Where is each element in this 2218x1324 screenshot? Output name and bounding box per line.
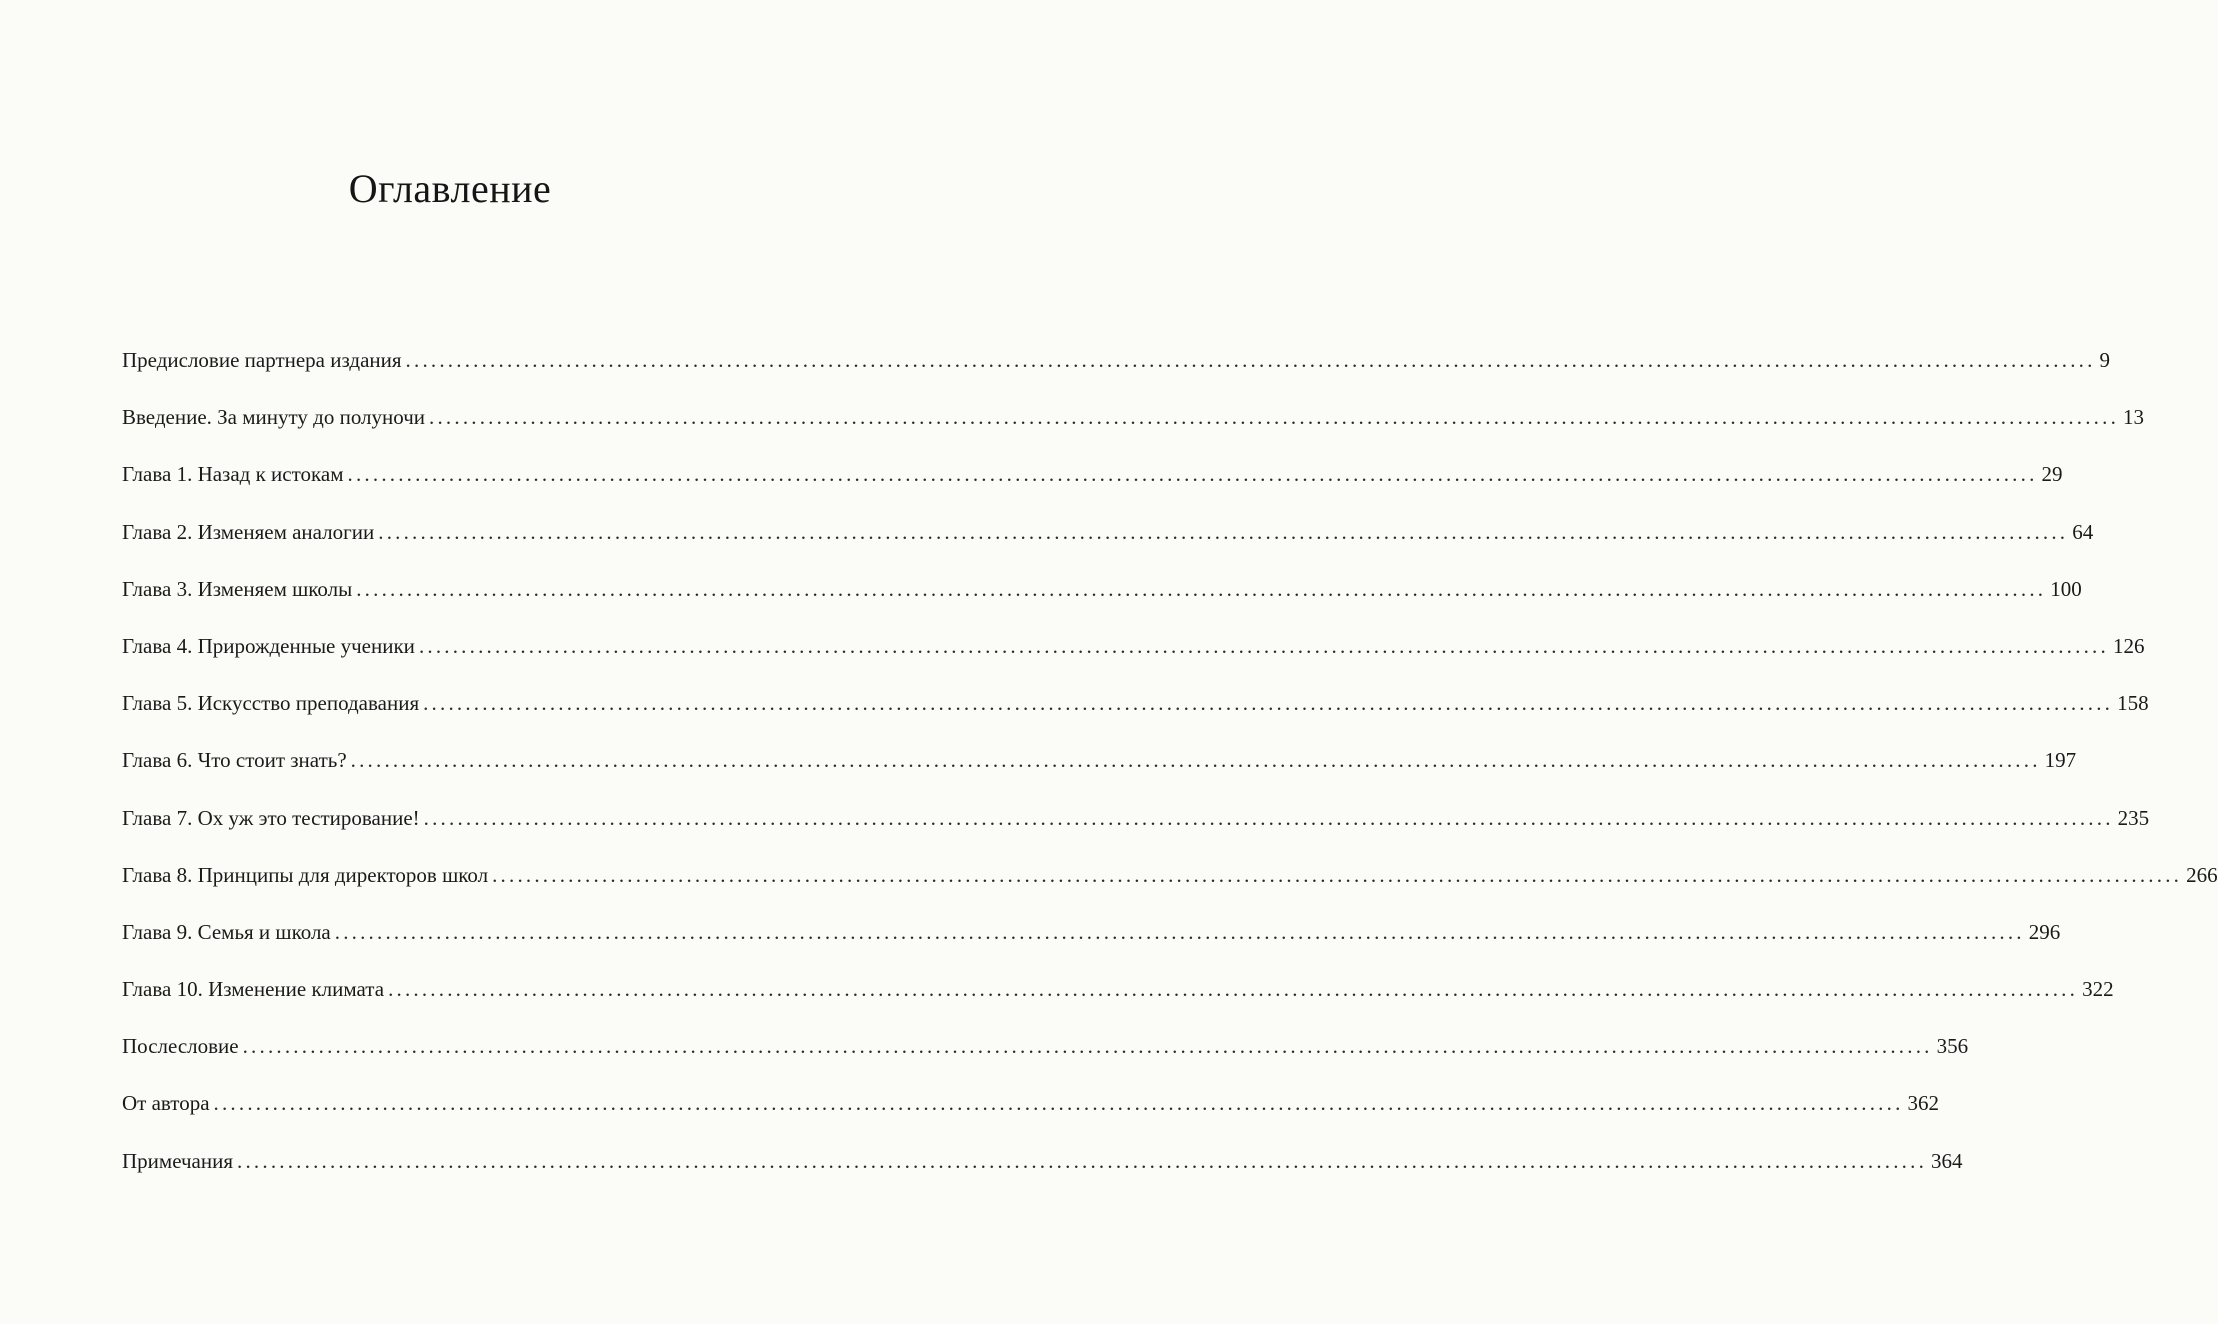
toc-entry-label: Глава 2. Изменяем аналогии xyxy=(122,519,375,544)
toc-entry-page: 9 xyxy=(2099,348,2111,372)
toc-leader-dots: ........................................................................................................................................................................................................ xyxy=(388,977,2079,1002)
toc-entry[interactable] xyxy=(122,675,2149,732)
toc-entry[interactable] xyxy=(122,904,2061,961)
toc-entry[interactable] xyxy=(122,618,2145,675)
page-title: Оглавление xyxy=(348,165,552,211)
toc-entry[interactable] xyxy=(122,504,2094,561)
toc-leader-dots: ........................................................................................................................................................................................................ xyxy=(429,405,2120,430)
toc-entry-page: 296 xyxy=(2028,919,2061,944)
toc-entry-page: 266 xyxy=(2186,862,2218,887)
toc-leader-dots: ........................................................................................................................................................................................................ xyxy=(242,1034,1933,1059)
toc-leader-dots: ........................................................................................................................................................................................................ xyxy=(213,1091,1904,1116)
toc-entry-page: 197 xyxy=(2044,748,2077,773)
toc-entry-label: Глава 10. Изменение климата xyxy=(122,977,385,1002)
toc-leader-dots: ........................................................................................................................................................................................................ xyxy=(378,519,2069,544)
toc-entry-label: Глава 3. Изменяем школы xyxy=(122,576,353,601)
toc-entry[interactable] xyxy=(122,1133,1963,1190)
toc-entry-page: 13 xyxy=(2123,405,2145,430)
toc-entry-label: Глава 6. Что стоит знать? xyxy=(122,748,347,773)
toc-leader-dots: ........................................................................................................................................................................................................ xyxy=(418,633,2109,658)
toc-entry[interactable] xyxy=(122,332,2111,389)
toc-entry-page: 364 xyxy=(1931,1148,1963,1173)
toc-entry-label: Предисловие партнера издания xyxy=(122,348,402,372)
toc-entry-label: Введение. За минуту до полуночи xyxy=(122,405,426,430)
toc-entry[interactable] xyxy=(122,732,2077,789)
toc-leader-dots: ........................................................................................................................................................................................................ xyxy=(350,748,2041,773)
toc-entry-page: 64 xyxy=(2072,519,2094,544)
toc-entry[interactable] xyxy=(122,790,2150,847)
toc-leader-dots: ........................................................................................................................................................................................................ xyxy=(237,1148,1928,1173)
toc-entry-label: От автора xyxy=(122,1091,210,1116)
toc-entry[interactable] xyxy=(122,847,2218,904)
table-of-contents xyxy=(122,332,2218,1190)
toc-entry-label: Глава 1. Назад к истокам xyxy=(122,462,344,487)
toc-entry-label: Глава 4. Прирожденные ученики xyxy=(122,633,415,658)
toc-entry[interactable] xyxy=(122,1075,1940,1132)
toc-entry-page: 362 xyxy=(1907,1091,1940,1116)
toc-leader-dots: ........................................................................................................................................................................................................ xyxy=(405,348,2096,372)
toc-leader-dots: ........................................................................................................................................................................................................ xyxy=(334,919,2025,944)
toc-entry[interactable] xyxy=(122,961,2114,1018)
toc-entry-label: Примечания xyxy=(122,1148,234,1173)
toc-entry-page: 322 xyxy=(2082,977,2114,1002)
toc-entry-page: 235 xyxy=(2117,805,2150,830)
toc-entry-label: Глава 9. Семья и школа xyxy=(122,919,331,944)
toc-entry-page: 100 xyxy=(2050,576,2082,601)
toc-leader-dots: ........................................................................................................................................................................................................ xyxy=(423,805,2114,830)
toc-entry[interactable] xyxy=(122,446,2063,503)
toc-entry-label: Глава 7. Ох уж это тестирование! xyxy=(122,805,420,830)
toc-entry[interactable] xyxy=(122,561,2082,618)
toc-entry-page: 158 xyxy=(2117,691,2149,716)
toc-entry-page: 29 xyxy=(2041,462,2063,487)
toc-entry-label: Глава 5. Искусство преподавания xyxy=(122,691,420,716)
toc-entry-page: 356 xyxy=(1936,1034,1969,1059)
toc-entry-page: 126 xyxy=(2112,633,2145,658)
toc-entry[interactable] xyxy=(122,1018,1969,1075)
toc-entry[interactable] xyxy=(122,389,2145,446)
toc-leader-dots: ........................................................................................................................................................................................................ xyxy=(356,576,2047,601)
toc-entry-label: Глава 8. Принципы для директоров школ xyxy=(122,862,489,887)
toc-entry-label: Послесловие xyxy=(122,1034,239,1059)
toc-leader-dots: ........................................................................................................................................................................................................ xyxy=(423,691,2114,716)
toc-leader-dots: ........................................................................................................................................................................................................ xyxy=(347,462,2038,487)
toc-leader-dots: ........................................................................................................................................................................................................ xyxy=(492,862,2183,887)
